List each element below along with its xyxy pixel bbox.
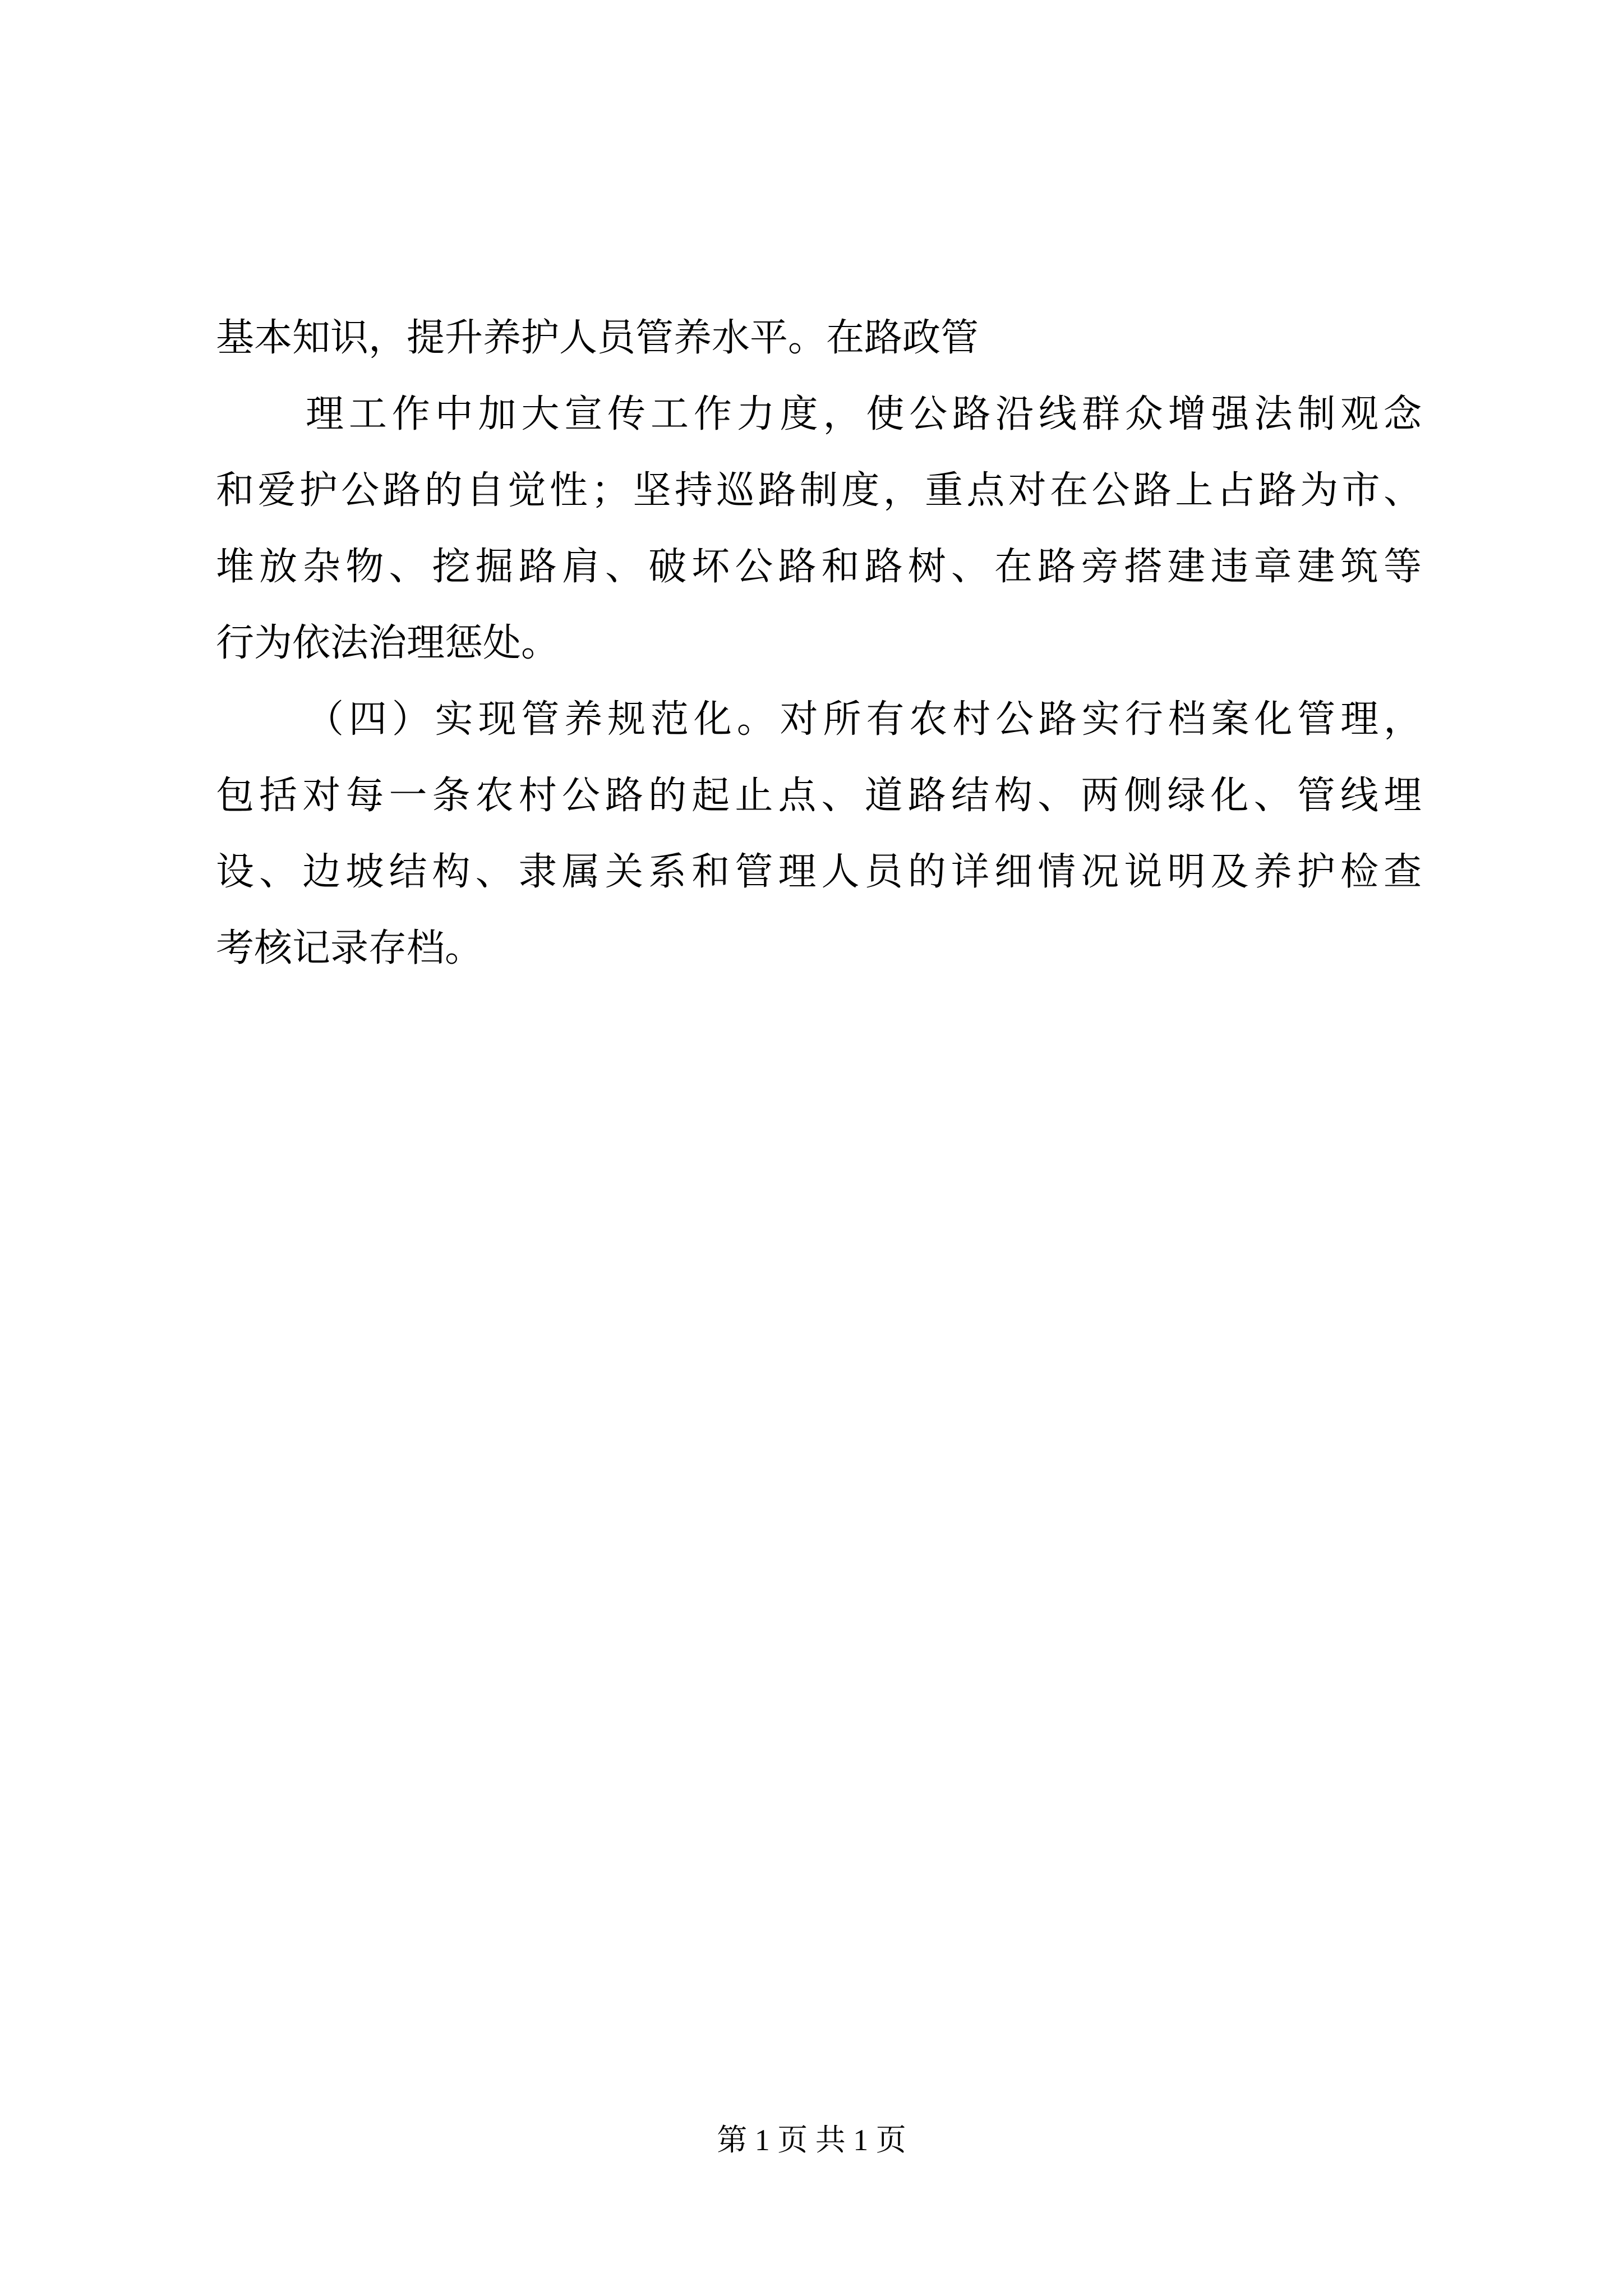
text-line-1: 基本知识，提升养护人员管养水平。在路政管 [216,316,979,360]
text-line-8: 设、边坡结构、隶属关系和管理人员的详细情况说明及养护检查 [216,850,1422,894]
page-number-footer: 第 1 页 共 1 页 [717,2123,906,2157]
text-line-5: 行为依法治理惩处。 [216,621,560,665]
text-line-4: 堆放杂物、挖掘路肩、破坏公路和路树、在路旁搭建违章建筑等 [216,545,1422,589]
text-line-3: 和爱护公路的自觉性；坚持巡路制度，重点对在公路上占路为市、 [216,468,1422,513]
text-line-7: 包括对每一条农村公路的起止点、道路结构、两侧绿化、管线埋 [216,774,1422,818]
text-line-2: 理工作中加大宣传工作力度，使公路沿线群众增强法制观念 [306,392,1422,436]
text-line-6: （四）实现管养规范化。对所有农村公路实行档案化管理， [306,697,1422,742]
document-body [216,300,1422,987]
text-line-9: 考核记录存档。 [216,926,483,970]
